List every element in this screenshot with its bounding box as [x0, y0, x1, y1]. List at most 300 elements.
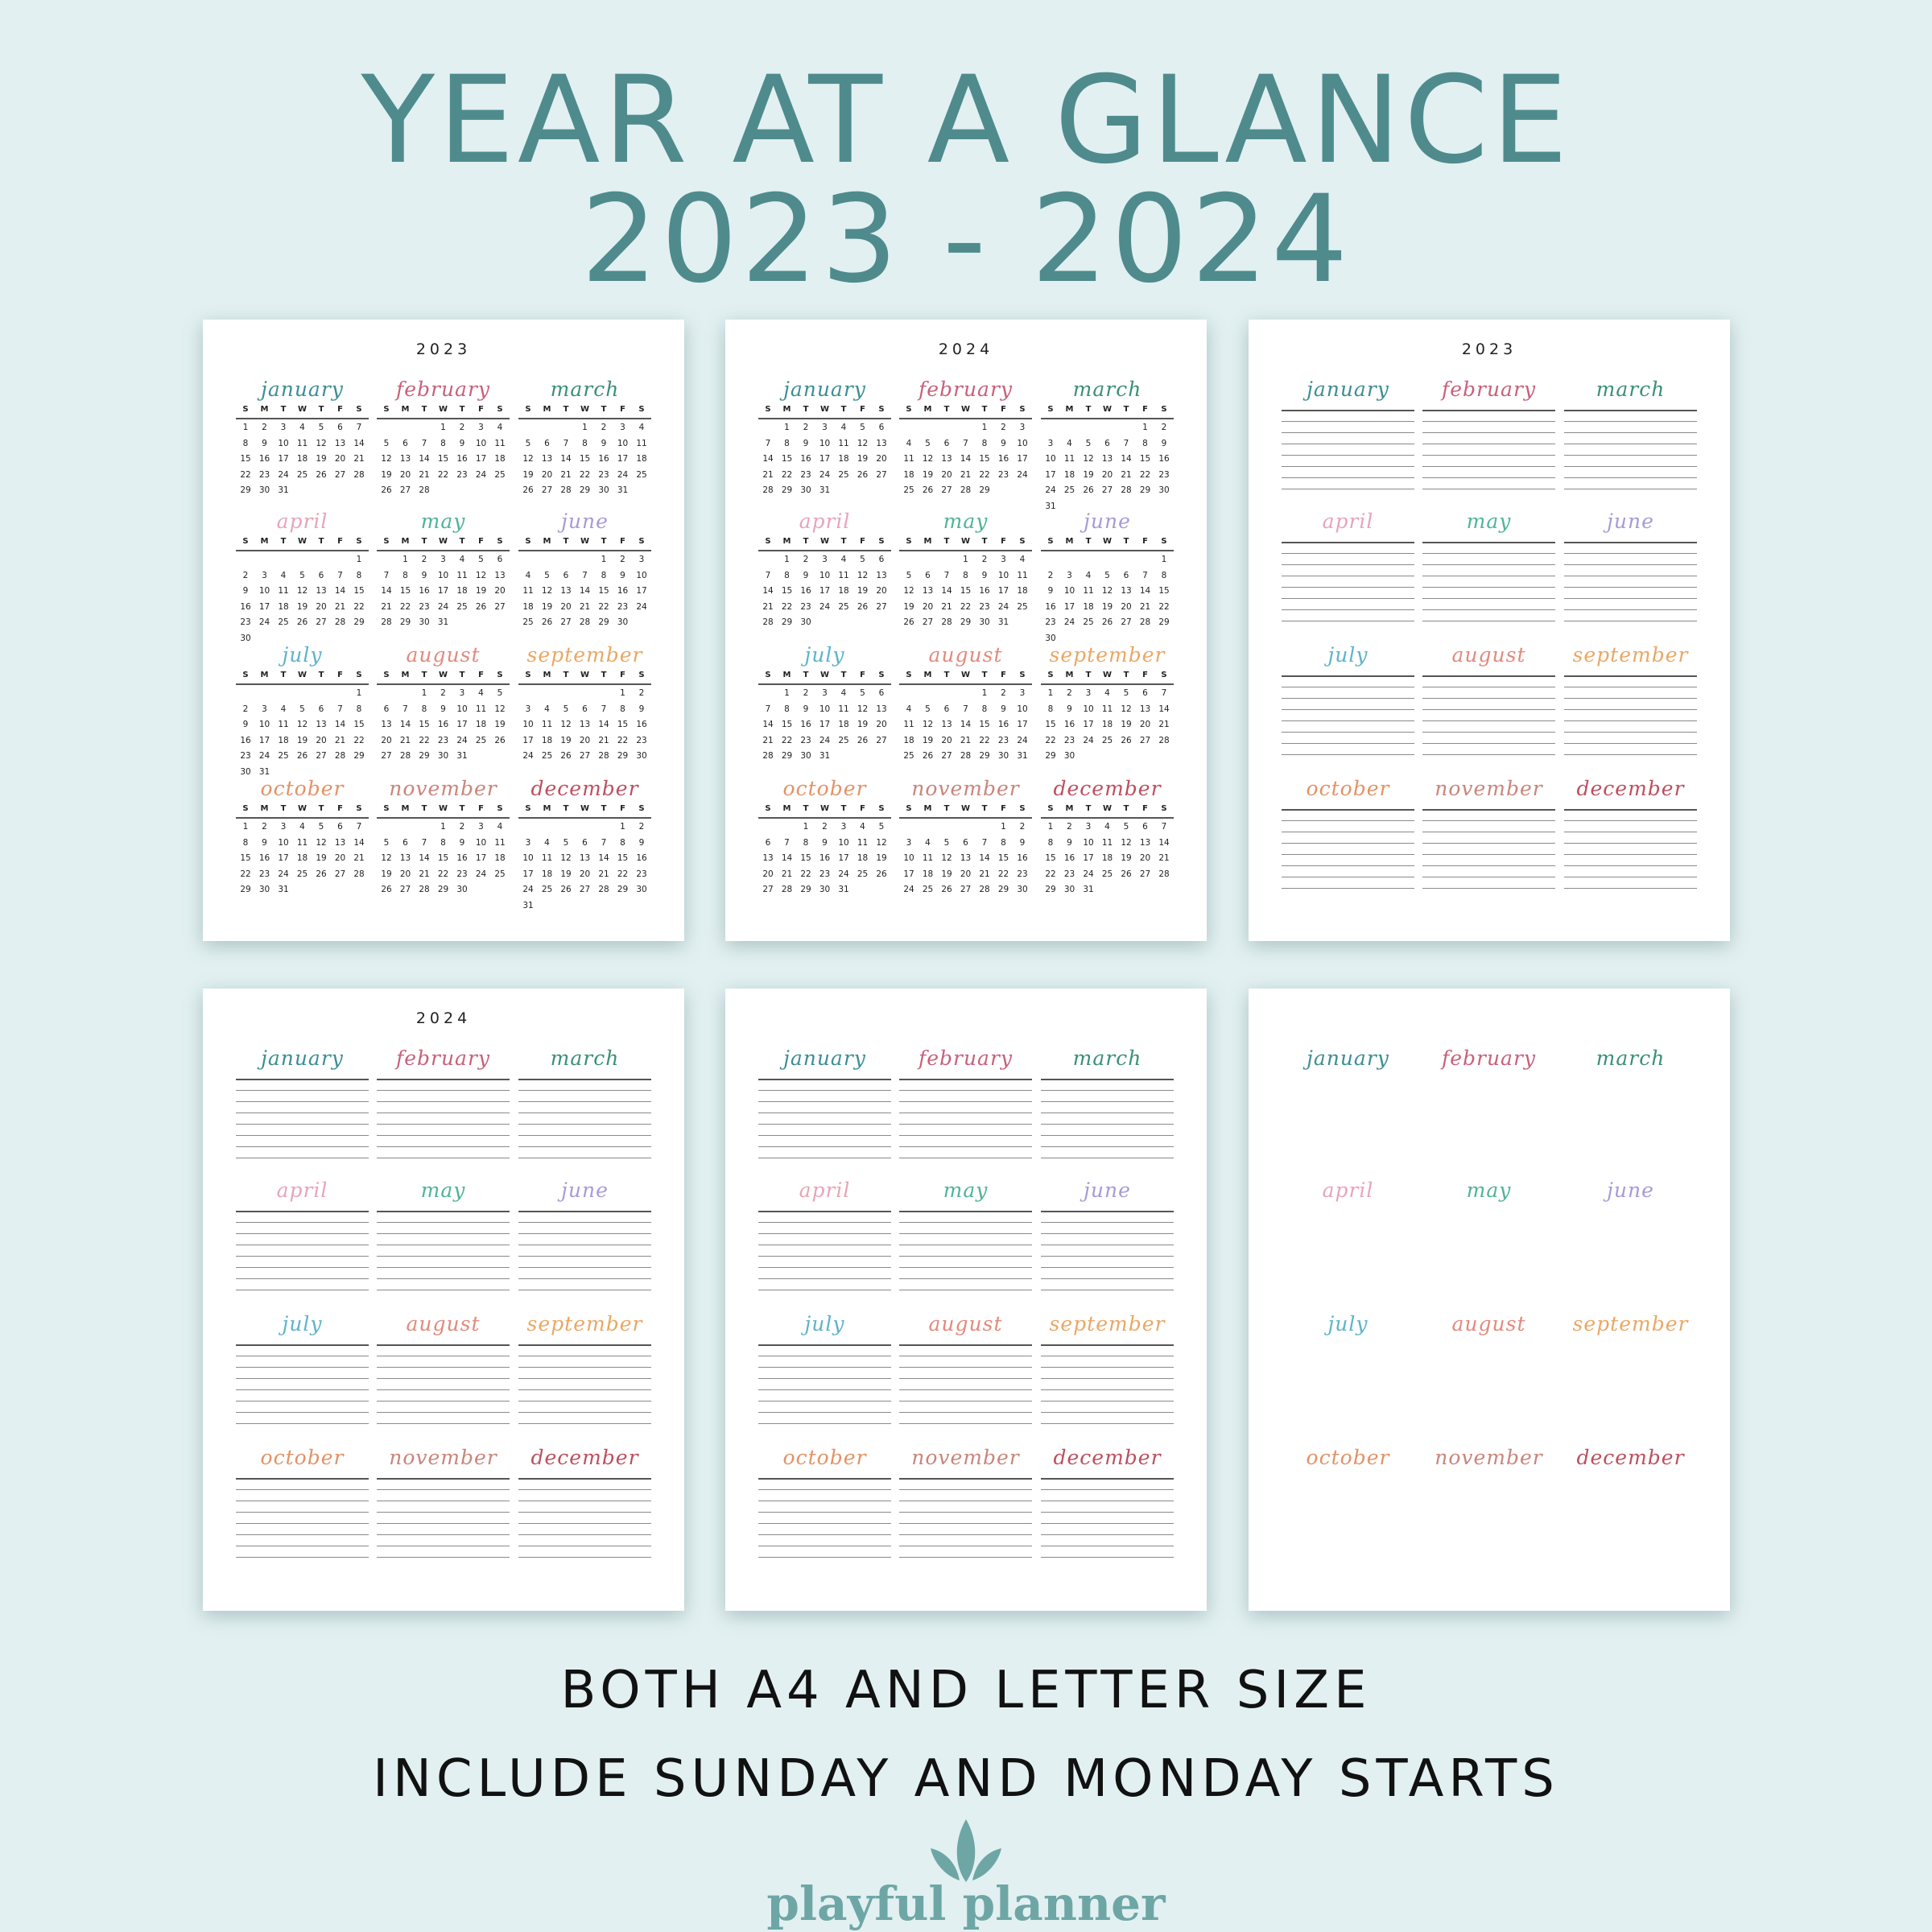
day-number: 29 — [781, 751, 793, 761]
day-number: 16 — [636, 720, 647, 729]
note-line — [1564, 432, 1697, 433]
day-number: 5 — [943, 837, 950, 848]
day-grid — [377, 822, 510, 919]
day-number: 23 — [1158, 469, 1170, 480]
note-line — [1282, 843, 1414, 844]
day-number: 14 — [353, 837, 365, 848]
month-name: january — [783, 378, 866, 401]
weekday-letter: S — [497, 405, 503, 414]
day-number: 31 — [437, 617, 449, 627]
day-number: 17 — [456, 720, 468, 729]
weekday-letter: F — [478, 671, 484, 679]
day-number: 2 — [638, 688, 645, 698]
month-name: april — [799, 1179, 851, 1202]
note-line — [1041, 1478, 1174, 1480]
month-block-october — [758, 1446, 891, 1575]
weekday-header — [899, 671, 1032, 685]
day-grid — [1041, 688, 1174, 785]
month-name: december — [530, 777, 639, 800]
month-name: may — [943, 1179, 989, 1202]
note-line — [518, 1534, 651, 1535]
day-number: 12 — [876, 837, 887, 848]
weekday-letter: S — [383, 405, 390, 414]
day-number: 6 — [402, 438, 408, 448]
note-line — [377, 1534, 510, 1535]
day-number: 25 — [296, 469, 308, 480]
month-block-september — [518, 643, 651, 772]
day-number: 19 — [1083, 469, 1094, 480]
day-number: 30 — [800, 751, 811, 761]
day-number: 16 — [997, 720, 1009, 729]
day-number: 21 — [960, 469, 972, 480]
day-number: 11 — [296, 438, 308, 448]
weekday-letter: T — [318, 537, 324, 546]
day-number: 21 — [560, 469, 572, 480]
month-name: june — [561, 1179, 609, 1202]
month-name: january — [1307, 378, 1389, 401]
day-number: 3 — [906, 837, 912, 848]
weekday-letter: T — [1085, 804, 1092, 813]
day-number: 24 — [475, 469, 487, 480]
weekday-letter: T — [601, 804, 607, 813]
month-block-june — [1564, 1179, 1697, 1307]
day-number: 15 — [598, 586, 609, 596]
weekday-letter: T — [459, 537, 465, 546]
month-name: march — [1072, 378, 1142, 401]
day-number: 28 — [1121, 485, 1132, 495]
note-line — [1041, 1278, 1174, 1279]
day-number: 13 — [876, 570, 887, 580]
weekday-letter: T — [421, 405, 427, 414]
note-line — [758, 1423, 891, 1424]
month-name: september — [1572, 643, 1689, 667]
weekday-letter: S — [1161, 405, 1167, 414]
month-block-april — [758, 510, 891, 638]
day-number: 17 — [1017, 720, 1028, 729]
day-grid — [377, 555, 510, 651]
note-line — [758, 1478, 891, 1480]
day-number: 20 — [381, 735, 392, 745]
weekday-letter: S — [383, 671, 390, 679]
note-line — [1041, 1233, 1174, 1234]
weekday-letter: S — [906, 405, 912, 414]
month-name: january — [783, 1046, 866, 1070]
day-number: 20 — [579, 869, 591, 879]
note-line — [1282, 732, 1414, 733]
note-line — [377, 1401, 510, 1402]
note-line — [1422, 720, 1555, 721]
note-line — [518, 1344, 651, 1346]
weekday-letter: S — [638, 405, 645, 414]
day-number: 22 — [781, 469, 793, 480]
day-number: 18 — [522, 601, 534, 612]
day-number: 29 — [579, 485, 591, 495]
day-number: 4 — [1085, 570, 1092, 580]
weekday-letter: M — [923, 405, 932, 414]
day-number: 11 — [922, 853, 934, 863]
weekday-letter: W — [297, 405, 308, 414]
note-line — [899, 1256, 1032, 1257]
note-line — [1564, 410, 1697, 411]
weekday-header — [758, 671, 891, 685]
day-number: 11 — [903, 720, 914, 729]
month-name: december — [1576, 1446, 1685, 1469]
day-number: 17 — [522, 869, 534, 879]
weekday-letter: S — [242, 671, 249, 679]
day-number: 21 — [334, 735, 346, 745]
day-number: 2 — [638, 822, 645, 832]
sheet-year: 2023 — [415, 341, 472, 358]
month-block-november — [377, 1446, 510, 1575]
day-number: 2 — [459, 822, 465, 832]
day-number: 29 — [240, 885, 251, 894]
day-number: 5 — [318, 423, 324, 432]
weekday-letter: S — [765, 804, 771, 813]
day-number: 11 — [494, 438, 506, 448]
month-block-may — [1422, 1179, 1555, 1307]
day-number: 24 — [819, 735, 831, 745]
day-number: 4 — [299, 822, 305, 832]
day-number: 30 — [419, 617, 430, 627]
day-number: 4 — [299, 423, 305, 432]
month-block-october — [758, 777, 891, 906]
month-block-august — [1422, 1312, 1555, 1441]
day-number: 4 — [906, 438, 912, 448]
weekday-letter: S — [1019, 537, 1026, 546]
day-number: 18 — [475, 720, 487, 729]
day-number: 19 — [541, 601, 553, 612]
note-line — [377, 1557, 510, 1558]
day-number: 19 — [876, 853, 887, 863]
day-number: 30 — [240, 766, 251, 777]
note-line — [1041, 1146, 1174, 1147]
day-number: 26 — [857, 469, 869, 480]
day-number: 11 — [541, 853, 553, 863]
weekday-header — [758, 405, 891, 419]
month-name: july — [804, 1312, 845, 1335]
day-number: 11 — [1017, 570, 1028, 580]
weekday-letter: W — [580, 405, 590, 414]
note-line — [899, 1344, 1032, 1346]
note-line — [1282, 587, 1414, 588]
day-number: 18 — [296, 454, 308, 464]
weekday-letter: T — [840, 537, 847, 546]
weekday-letter: T — [318, 804, 324, 813]
day-number: 12 — [903, 586, 914, 596]
day-number: 14 — [399, 720, 411, 729]
day-number: 9 — [1019, 837, 1026, 848]
note-line — [377, 1512, 510, 1513]
day-number: 6 — [337, 423, 343, 432]
weekday-letter: W — [960, 405, 971, 414]
weekday-letter: S — [1019, 405, 1026, 414]
weekday-letter: M — [923, 804, 932, 813]
day-number: 1 — [1047, 822, 1054, 832]
note-line — [1564, 888, 1697, 889]
month-block-march — [1564, 1046, 1697, 1175]
day-number: 9 — [803, 704, 809, 714]
day-number: 10 — [522, 720, 534, 729]
day-number: 20 — [316, 601, 327, 612]
day-number: 8 — [620, 704, 625, 714]
month-name: january — [261, 378, 344, 401]
month-name: august — [406, 643, 481, 667]
day-number: 20 — [876, 720, 887, 729]
weekday-letter: F — [1142, 804, 1148, 813]
month-block-september — [1041, 643, 1174, 772]
day-number: 22 — [598, 601, 609, 612]
month-name: january — [261, 1046, 344, 1070]
day-number: 4 — [544, 837, 550, 848]
note-line — [518, 1135, 651, 1136]
day-number: 18 — [838, 586, 849, 596]
weekday-letter: T — [943, 405, 950, 414]
month-block-june — [1564, 510, 1697, 638]
day-number: 18 — [1017, 586, 1028, 596]
weekday-letter: W — [819, 405, 830, 414]
day-number: 4 — [544, 704, 550, 714]
note-line — [377, 1090, 510, 1091]
day-number: 26 — [316, 469, 327, 480]
day-number: 14 — [419, 853, 430, 863]
day-number: 20 — [922, 601, 934, 612]
note-line — [1282, 720, 1414, 721]
day-number: 19 — [903, 601, 914, 612]
day-number: 9 — [459, 837, 465, 848]
note-line — [899, 1489, 1032, 1490]
day-number: 10 — [636, 570, 647, 580]
day-number: 21 — [598, 869, 609, 879]
day-number: 30 — [800, 617, 811, 627]
weekday-letter: F — [1001, 537, 1006, 546]
day-number: 12 — [857, 438, 869, 448]
day-number: 1 — [356, 555, 362, 564]
note-line — [377, 1523, 510, 1524]
month-name: february — [1441, 378, 1537, 401]
month-block-may — [1422, 510, 1555, 638]
day-number: 18 — [296, 853, 308, 863]
day-number: 9 — [459, 438, 465, 448]
note-line — [1564, 564, 1697, 565]
day-number: 12 — [1121, 837, 1132, 848]
day-number: 28 — [960, 485, 972, 495]
note-line — [236, 1267, 369, 1268]
month-block-august — [377, 643, 510, 772]
day-number: 23 — [240, 751, 251, 761]
day-number: 14 — [334, 720, 346, 729]
weekday-header — [1041, 804, 1174, 819]
weekday-letter: F — [860, 804, 865, 813]
note-line — [758, 1412, 891, 1413]
note-line — [518, 1478, 651, 1480]
day-number: 2 — [803, 688, 809, 698]
weekday-letter: F — [337, 671, 343, 679]
day-number: 10 — [1017, 438, 1028, 448]
month-block-november — [899, 1446, 1032, 1575]
weekday-letter: T — [563, 671, 569, 679]
month-name: may — [1466, 1179, 1512, 1202]
day-number: 15 — [617, 720, 629, 729]
weekday-letter: T — [981, 671, 988, 679]
day-number: 17 — [437, 586, 449, 596]
weekday-letter: T — [563, 804, 569, 813]
day-number: 8 — [601, 570, 607, 580]
note-line — [1041, 1367, 1174, 1368]
weekday-letter: T — [943, 537, 950, 546]
weekday-letter: W — [438, 405, 448, 414]
note-line — [518, 1090, 651, 1091]
day-number: 30 — [1063, 751, 1075, 761]
day-number: 13 — [876, 704, 887, 714]
day-number: 23 — [240, 617, 251, 627]
weekday-letter: W — [297, 804, 308, 813]
day-number: 1 — [981, 423, 988, 432]
note-line — [1564, 598, 1697, 599]
day-number: 25 — [541, 885, 553, 894]
day-number: 15 — [997, 853, 1009, 863]
day-number: 28 — [419, 485, 430, 495]
day-number: 11 — [278, 720, 289, 729]
day-number: 25 — [278, 751, 289, 761]
day-number: 24 — [1083, 735, 1094, 745]
day-grid — [899, 423, 1032, 519]
day-number: 12 — [296, 586, 308, 596]
weekday-header — [518, 804, 651, 819]
day-number: 29 — [960, 617, 972, 627]
day-number: 10 — [819, 570, 831, 580]
note-line — [1282, 609, 1414, 610]
note-line — [518, 1278, 651, 1279]
note-line — [377, 1478, 510, 1480]
day-number: 15 — [960, 586, 972, 596]
note-line — [236, 1135, 369, 1136]
month-block-june — [518, 510, 651, 638]
month-block-august — [899, 643, 1032, 772]
day-number: 16 — [617, 586, 629, 596]
day-number: 9 — [1161, 438, 1167, 448]
month-block-july — [758, 1312, 891, 1441]
weekday-letter: S — [242, 405, 249, 414]
day-number: 1 — [601, 555, 607, 564]
day-number: 27 — [399, 885, 411, 894]
day-number: 14 — [781, 853, 793, 863]
note-line — [1422, 843, 1555, 844]
day-number: 9 — [440, 704, 446, 714]
note-line — [377, 1146, 510, 1147]
day-number: 25 — [296, 869, 308, 879]
note-line — [1282, 553, 1414, 554]
day-number: 22 — [419, 735, 430, 745]
day-number: 4 — [1067, 438, 1072, 448]
note-line — [1041, 1489, 1174, 1490]
day-number: 19 — [296, 601, 308, 612]
day-number: 3 — [1019, 688, 1026, 698]
note-line — [1041, 1512, 1174, 1513]
day-number: 14 — [979, 853, 990, 863]
month-block-march — [1041, 1046, 1174, 1175]
day-number: 24 — [636, 601, 647, 612]
weekday-letter: M — [401, 671, 410, 679]
day-number: 4 — [638, 423, 645, 432]
day-number: 4 — [840, 423, 847, 432]
day-number: 21 — [762, 469, 774, 480]
month-name: may — [420, 510, 466, 533]
day-number: 2 — [1161, 423, 1167, 432]
day-number: 5 — [860, 688, 865, 698]
day-number: 17 — [258, 601, 270, 612]
day-number: 5 — [860, 423, 865, 432]
day-number: 28 — [399, 751, 411, 761]
month-block-may — [899, 510, 1032, 638]
note-line — [1041, 1401, 1174, 1402]
day-grid — [377, 688, 510, 785]
month-block-october — [236, 1446, 369, 1575]
day-number: 13 — [579, 720, 591, 729]
day-number: 19 — [316, 853, 327, 863]
day-number: 2 — [262, 822, 267, 832]
day-number: 5 — [318, 822, 324, 832]
day-number: 17 — [258, 735, 270, 745]
day-number: 7 — [943, 570, 950, 580]
note-line — [758, 1557, 891, 1558]
note-line — [377, 1101, 510, 1102]
note-line — [1282, 542, 1414, 543]
day-number: 2 — [1067, 822, 1072, 832]
note-line — [1282, 854, 1414, 855]
note-line — [899, 1378, 1032, 1379]
day-number: 20 — [334, 853, 346, 863]
day-number: 30 — [997, 751, 1009, 761]
day-number: 10 — [1045, 454, 1056, 464]
note-line — [1422, 854, 1555, 855]
month-block-december — [1564, 777, 1697, 906]
day-number: 7 — [383, 570, 390, 580]
day-number: 8 — [582, 438, 588, 448]
day-number: 2 — [421, 555, 427, 564]
month-block-may — [377, 510, 510, 638]
day-number: 26 — [494, 735, 506, 745]
note-line — [899, 1278, 1032, 1279]
day-number: 11 — [456, 570, 468, 580]
note-line — [377, 1389, 510, 1390]
month-name: march — [1596, 1046, 1666, 1070]
note-line — [1422, 432, 1555, 433]
note-line — [236, 1256, 369, 1257]
note-line — [518, 1101, 651, 1102]
day-number: 26 — [381, 485, 392, 495]
day-number: 18 — [494, 853, 506, 863]
day-number: 23 — [800, 601, 811, 612]
day-number: 1 — [402, 555, 408, 564]
day-number: 20 — [876, 454, 887, 464]
day-number: 1 — [242, 822, 249, 832]
day-number: 7 — [765, 570, 771, 580]
day-number: 30 — [437, 751, 449, 761]
month-block-november — [1422, 1446, 1555, 1575]
weekday-letter: T — [318, 671, 324, 679]
day-number: 21 — [381, 601, 392, 612]
note-line — [1422, 410, 1555, 411]
month-name: december — [1053, 1446, 1162, 1469]
note-line — [377, 1489, 510, 1490]
day-number: 24 — [819, 469, 831, 480]
note-line — [1041, 1124, 1174, 1125]
day-number: 28 — [941, 617, 952, 627]
day-number: 27 — [541, 485, 553, 495]
note-line — [1041, 1267, 1174, 1268]
month-name: june — [1084, 510, 1131, 533]
day-number: 26 — [857, 601, 869, 612]
